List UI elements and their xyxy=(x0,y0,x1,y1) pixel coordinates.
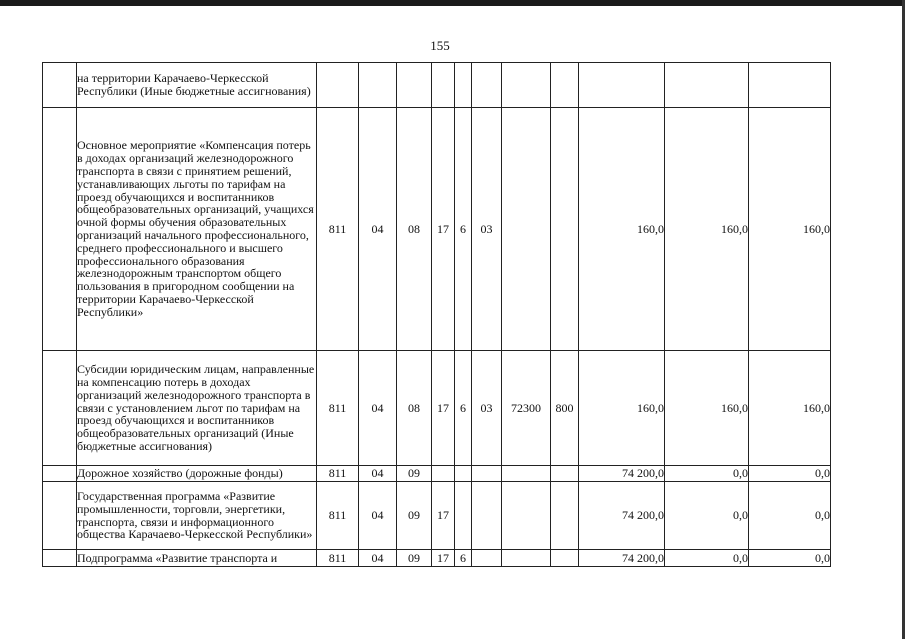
pp-cell xyxy=(455,466,472,482)
pp-cell xyxy=(455,482,472,550)
table-row xyxy=(43,550,831,567)
direction-cell: 72300 xyxy=(502,351,551,466)
gp-cell: 17 xyxy=(432,351,455,466)
item-name-cell: Подпрограмма «Развитие транспорта и xyxy=(77,550,317,567)
pr-cell: 08 xyxy=(397,108,432,351)
grbs-cell xyxy=(317,63,359,108)
gp-cell: 17 xyxy=(432,108,455,351)
sum-year3-cell xyxy=(749,63,831,108)
vr-cell xyxy=(551,482,579,550)
direction-cell xyxy=(502,550,551,567)
direction-cell xyxy=(502,482,551,550)
om-cell: 03 xyxy=(472,108,502,351)
table-row xyxy=(43,351,831,466)
table-row xyxy=(43,108,831,351)
vr-cell xyxy=(551,108,579,351)
grbs-cell: 811 xyxy=(317,466,359,482)
rz-cell: 04 xyxy=(359,482,397,550)
sum-year3-cell: 0,0 xyxy=(749,466,831,482)
pr-cell: 09 xyxy=(397,466,432,482)
rz-cell: 04 xyxy=(359,466,397,482)
pr-cell: 08 xyxy=(397,351,432,466)
grbs-cell: 811 xyxy=(317,351,359,466)
sum-year1-cell: 160,0 xyxy=(579,351,665,466)
row-number-cell xyxy=(43,466,77,482)
vr-cell xyxy=(551,466,579,482)
grbs-cell: 811 xyxy=(317,108,359,351)
sum-year2-cell: 160,0 xyxy=(665,351,749,466)
sum-year2-cell: 0,0 xyxy=(665,466,749,482)
item-name-cell: Субсидии юридическим лицам, направленные на компенсацию потерь в доходах организаций железнодорожного транспорта в связи с установлением льгот по тарифам на проезд обучающихся и воспитанников общеобразовательных организаций (Иные бюджетные ассигнования) xyxy=(77,351,317,466)
sum-year2-cell: 0,0 xyxy=(665,550,749,567)
direction-cell xyxy=(502,108,551,351)
table-row xyxy=(43,482,831,550)
scan-top-edge xyxy=(0,0,905,6)
item-name-cell: Государственная программа «Развитие промышленности, торговли, энергетики, транспорта, связи и информационного общества Карачаево-Черкесской Республики» xyxy=(77,482,317,550)
table-row xyxy=(43,466,831,482)
sum-year1-cell: 74 200,0 xyxy=(579,550,665,567)
direction-cell xyxy=(502,63,551,108)
pp-cell: 6 xyxy=(455,351,472,466)
vr-cell xyxy=(551,63,579,108)
sum-year2-cell: 0,0 xyxy=(665,482,749,550)
grbs-cell: 811 xyxy=(317,550,359,567)
row-number-cell xyxy=(43,482,77,550)
pr-cell xyxy=(397,63,432,108)
table-row xyxy=(43,63,831,108)
sum-year1-cell: 74 200,0 xyxy=(579,466,665,482)
om-cell xyxy=(472,550,502,567)
row-number-cell xyxy=(43,63,77,108)
row-number-cell xyxy=(43,550,77,567)
sum-year1-cell: 160,0 xyxy=(579,108,665,351)
direction-cell xyxy=(502,466,551,482)
page-number: 155 xyxy=(430,38,450,53)
gp-cell: 17 xyxy=(432,550,455,567)
sum-year2-cell xyxy=(665,63,749,108)
om-cell: 03 xyxy=(472,351,502,466)
row-number-cell xyxy=(43,108,77,351)
sum-year1-cell xyxy=(579,63,665,108)
rz-cell: 04 xyxy=(359,550,397,567)
rz-cell: 04 xyxy=(359,108,397,351)
om-cell xyxy=(472,482,502,550)
sum-year3-cell: 160,0 xyxy=(749,108,831,351)
vr-cell xyxy=(551,550,579,567)
sum-year3-cell: 160,0 xyxy=(749,351,831,466)
pp-cell: 6 xyxy=(455,108,472,351)
row-number-cell xyxy=(43,351,77,466)
item-name-cell: на территории Карачаево-Черкесской Республики (Иные бюджетные ассигнования) xyxy=(77,63,317,108)
pp-cell: 6 xyxy=(455,550,472,567)
rz-cell: 04 xyxy=(359,351,397,466)
sum-year2-cell: 160,0 xyxy=(665,108,749,351)
om-cell xyxy=(472,63,502,108)
pp-cell xyxy=(455,63,472,108)
sum-year3-cell: 0,0 xyxy=(749,482,831,550)
om-cell xyxy=(472,466,502,482)
sum-year1-cell: 74 200,0 xyxy=(579,482,665,550)
rz-cell xyxy=(359,63,397,108)
budget-table xyxy=(42,62,831,567)
pr-cell: 09 xyxy=(397,550,432,567)
item-name-cell: Дорожное хозяйство (дорожные фонды) xyxy=(77,466,317,482)
pr-cell: 09 xyxy=(397,482,432,550)
item-name-cell: Основное мероприятие «Компенсация потерь в доходах организаций железнодорожного транспорта в связи с принятием решений, устанавливающих льготы по тарифам на проезд обучающихся и воспитанников общеобразовательных организаций, учащихся очной формы обучения образовательных организаций начального профессионального, среднего профессионального и высшего профессионального образования железнодорожным транспортом общего пользования в пригородном сообщении на территории Карачаево-Черкесской Республики» xyxy=(77,108,317,351)
gp-cell: 17 xyxy=(432,482,455,550)
gp-cell xyxy=(432,466,455,482)
gp-cell xyxy=(432,63,455,108)
vr-cell: 800 xyxy=(551,351,579,466)
sum-year3-cell: 0,0 xyxy=(749,550,831,567)
grbs-cell: 811 xyxy=(317,482,359,550)
